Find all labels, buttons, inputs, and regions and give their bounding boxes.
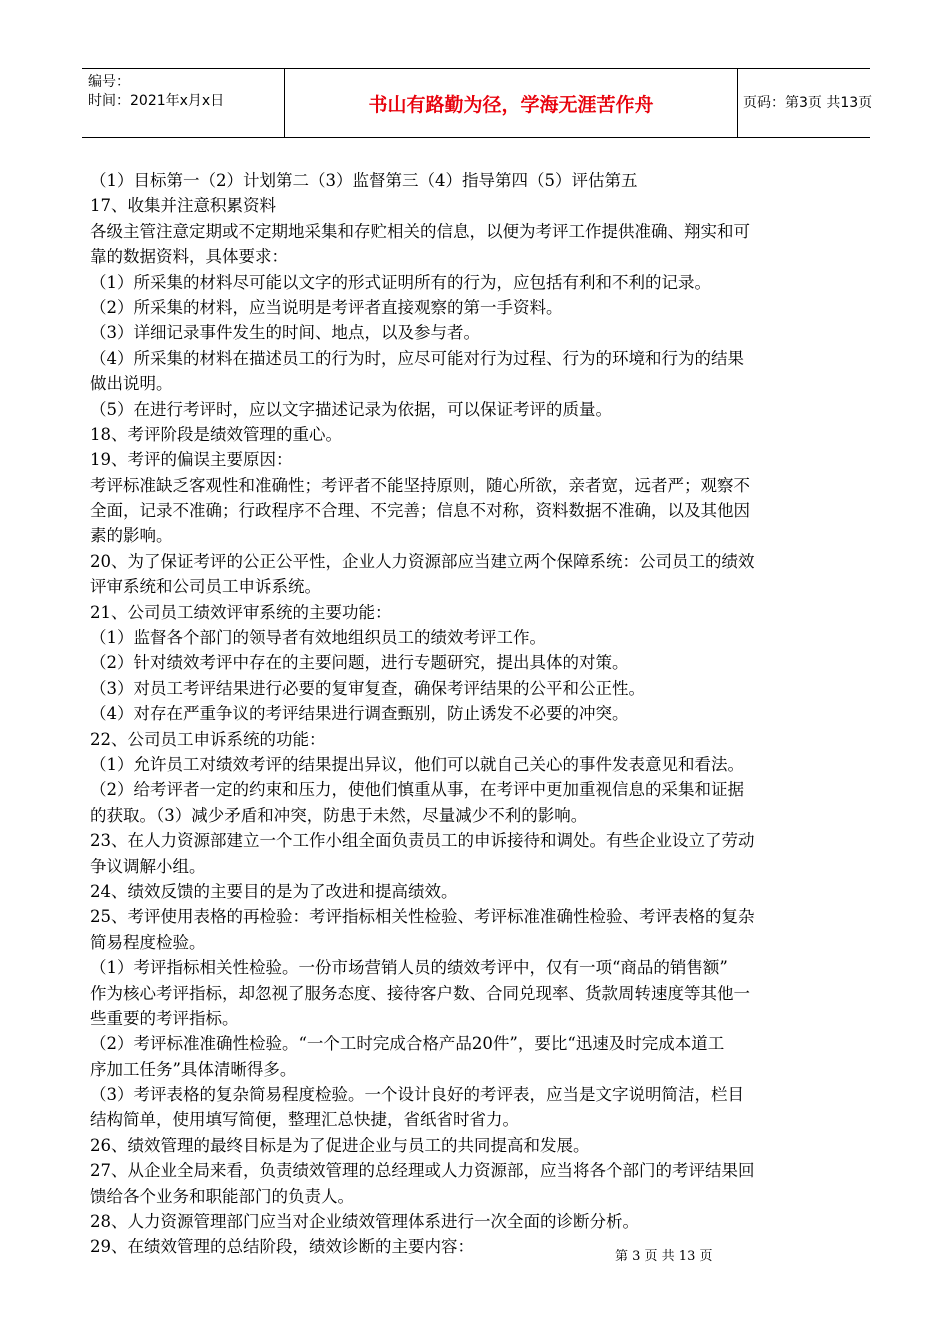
document-number-label: 编号： bbox=[88, 74, 130, 90]
text-line: 结构简单，使用填写简便，整理汇总快捷，省纸省时省力。 bbox=[90, 1110, 519, 1130]
text-line: 考评标准缺乏客观性和准确性；考评者不能坚持原则，随心所欲，亲者宽，远者严；观察不 bbox=[90, 475, 750, 495]
text-line: 17、收集并注意积累资料 bbox=[90, 196, 276, 216]
text-line: 馈给各个业务和职能部门的负责人。 bbox=[90, 1186, 354, 1206]
text-line: 各级主管注意定期或不定期地采集和存贮相关的信息，以便为考评工作提供准确、翔实和可 bbox=[90, 221, 750, 241]
header-meta-cell bbox=[82, 69, 284, 137]
text-line: （4）对存在严重争议的考评结果进行调查甄别，防止诱发不必要的冲突。 bbox=[90, 704, 629, 724]
text-line: 序加工任务”具体清晰得多。 bbox=[90, 1059, 297, 1079]
text-line: 18、考评阶段是绩效管理的重心。 bbox=[90, 424, 342, 444]
text-line: （3）对员工考评结果进行必要的复审复查，确保考评结果的公平和公正性。 bbox=[90, 678, 645, 698]
text-line: （5）在进行考评时，应以文字描述记录为依据，可以保证考评的质量。 bbox=[90, 399, 612, 419]
text-line: 24、绩效反馈的主要目的是为了改进和提高绩效。 bbox=[90, 881, 458, 901]
text-line: （2）给考评者一定的约束和压力，使他们慎重从事，在考评中更加重视信息的采集和证据 bbox=[90, 780, 744, 800]
text-line: （3）考评表格的复杂简易程度检验。一个设计良好的考评表，应当是文字说明简洁，栏目 bbox=[90, 1085, 744, 1105]
header-page-number: 页码：第3页 共13页 bbox=[743, 95, 873, 111]
text-line: 素的影响。 bbox=[90, 526, 173, 546]
header-page-cell bbox=[737, 69, 873, 137]
text-line: 些重要的考评指标。 bbox=[90, 1008, 239, 1028]
text-line: 简易程度检验。 bbox=[90, 932, 206, 952]
text-line: （2）考评标准准确性检验。“一个工时完成合格产品20件”，要比“迅速及时完成本道工 bbox=[90, 1034, 725, 1054]
text-line: （1）目标第一（2）计划第二（3）监督第三（4）指导第四（5）评估第五 bbox=[90, 171, 638, 190]
text-line: （1）考评指标相关性检验。一份市场营销人员的绩效考评中，仅有一项“商品的销售额” bbox=[90, 958, 728, 978]
text-line: 21、公司员工绩效评审系统的主要功能： bbox=[90, 602, 392, 622]
document-time-label: 时间：2021年x月x日 bbox=[88, 93, 225, 109]
text-line: 的获取。（3）减少矛盾和冲突，防患于未然，尽量减少不利的影响。 bbox=[90, 805, 588, 825]
text-line: （2）所采集的材料，应当说明是考评者直接观察的第一手资料。 bbox=[90, 297, 563, 317]
text-line: （1）监督各个部门的领导者有效地组织员工的绩效考评工作。 bbox=[90, 628, 546, 648]
header-motto-cell bbox=[284, 69, 738, 137]
text-line: （4）所采集的材料在描述员工的行为时，应尽可能对行为过程、行为的环境和行为的结果 bbox=[90, 348, 744, 368]
page-header bbox=[82, 68, 873, 138]
text-line: 26、绩效管理的最终目标是为了促进企业与员工的共同提高和发展。 bbox=[90, 1135, 590, 1155]
text-line: 27、从企业全局来看，负责绩效管理的总经理或人力资源部，应当将各个部门的考评结果回 bbox=[90, 1161, 755, 1181]
text-line: 作为核心考评指标，却忽视了服务态度、接待客户数、合同兑现率、货款周转速度等其他一 bbox=[90, 983, 750, 1003]
text-line: 评审系统和公司员工申诉系统。 bbox=[90, 577, 321, 597]
text-line: 做出说明。 bbox=[90, 374, 173, 394]
text-line: 25、考评使用表格的再检验：考评指标相关性检验、考评标准准确性检验、考评表格的复杂 bbox=[90, 907, 755, 927]
header-motto: 书山有路勤为径，学海无涯苦作舟 bbox=[368, 94, 654, 116]
text-line: 22、公司员工申诉系统的功能： bbox=[90, 729, 326, 749]
text-line: 20、为了保证考评的公正公平性，企业人力资源部应当建立两个保障系统：公司员工的绩效 bbox=[90, 551, 755, 571]
text-line: 靠的数据资料，具体要求： bbox=[90, 247, 288, 267]
text-line: （2）针对绩效考评中存在的主要问题，进行专题研究，提出具体的对策。 bbox=[90, 653, 629, 673]
text-line: 23、在人力资源部建立一个工作小组全面负责员工的申诉接待和调处。有些企业设立了劳动 bbox=[90, 831, 755, 851]
document-body bbox=[90, 168, 858, 1260]
text-line: 28、人力资源管理部门应当对企业绩效管理体系进行一次全面的诊断分析。 bbox=[90, 1212, 639, 1232]
text-line: （1）所采集的材料尽可能以文字的形式证明所有的行为，应包括有利和不利的记录。 bbox=[90, 272, 711, 292]
text-line: 29、在绩效管理的总结阶段，绩效诊断的主要内容： bbox=[90, 1237, 474, 1257]
page-footer: 第 3 页 共 13 页 bbox=[615, 1249, 713, 1264]
text-line: （1）允许员工对绩效考评的结果提出异议，他们可以就自己关心的事件发表意见和看法。 bbox=[90, 754, 744, 774]
text-line: （3）详细记录事件发生的时间、地点，以及参与者。 bbox=[90, 323, 480, 343]
text-line: 全面，记录不准确；行政程序不合理、不完善；信息不对称，资料数据不准确，以及其他因 bbox=[90, 501, 750, 521]
text-line: 争议调解小组。 bbox=[90, 856, 206, 876]
text-line: 19、考评的偏误主要原因： bbox=[90, 450, 293, 470]
